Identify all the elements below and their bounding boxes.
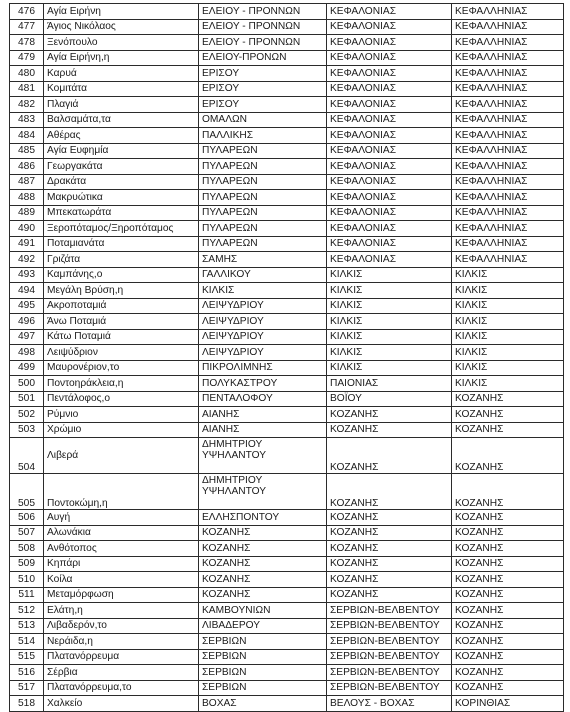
- table-row: [10, 438, 564, 474]
- village-cell: Μεταμόρφωση: [44, 587, 199, 603]
- table-row: [10, 19, 564, 35]
- village-cell: Καμπάνης,ο: [44, 267, 199, 283]
- municipality-cell: ΓΑΛΛΙΚΟΥ: [199, 267, 327, 283]
- village-cell: Κηπάρι: [44, 556, 199, 572]
- table-row: [10, 649, 564, 665]
- row-number-cell: 495: [10, 298, 44, 314]
- row-number-cell: 484: [10, 128, 44, 144]
- prefecture-cell: ΚΟΖΑΝΗΣ: [327, 474, 452, 510]
- table-row: [10, 634, 564, 650]
- diocese-cell: ΚΟΡΙΝΘΙΑΣ: [452, 696, 564, 712]
- prefecture-cell: ΠΑΙΟΝΙΑΣ: [327, 376, 452, 392]
- table-row: [10, 314, 564, 330]
- village-cell: Αθέρας: [44, 128, 199, 144]
- municipality-cell: ΛΕΙΨΥΔΡΙΟΥ: [199, 345, 327, 361]
- village-cell: Αγία Ειρήνη,η: [44, 50, 199, 66]
- municipality-cell: ΣΕΡΒΙΩΝ: [199, 665, 327, 681]
- table-row: [10, 329, 564, 345]
- diocese-cell: ΚΕΦΑΛΛΗΝΙΑΣ: [452, 236, 564, 252]
- village-cell: Ελάτη,η: [44, 603, 199, 619]
- municipality-cell: ΕΛΛΗΣΠΟΝΤΟΥ: [199, 510, 327, 526]
- diocese-cell: ΚΟΖΑΝΗΣ: [452, 407, 564, 423]
- prefecture-cell: ΚΙΛΚΙΣ: [327, 345, 452, 361]
- municipality-cell: ΠΙΚΡΟΛΙΜΝΗΣ: [199, 360, 327, 376]
- prefecture-cell: ΚΕΦΑΛΟΝΙΑΣ: [327, 4, 452, 20]
- table-row: [10, 50, 564, 66]
- prefecture-cell: ΚΕΦΑΛΟΝΙΑΣ: [327, 190, 452, 206]
- village-cell: Ποταμιανάτα: [44, 236, 199, 252]
- diocese-cell: ΚΕΦΑΛΛΗΝΙΑΣ: [452, 66, 564, 82]
- diocese-cell: ΚΕΦΑΛΛΗΝΙΑΣ: [452, 205, 564, 221]
- diocese-cell: ΚΕΦΑΛΛΗΝΙΑΣ: [452, 4, 564, 20]
- village-cell: Ανθότοπος: [44, 541, 199, 557]
- diocese-cell: ΚΟΖΑΝΗΣ: [452, 541, 564, 557]
- table-row: [10, 572, 564, 588]
- table-row: [10, 112, 564, 128]
- municipality-cell: ΠΥΛΑΡΕΩΝ: [199, 143, 327, 159]
- table-row: [10, 128, 564, 144]
- municipality-cell: ΔΗΜΗΤΡΙΟΥ ΥΨΗΛΑΝΤΟΥ: [199, 474, 327, 510]
- records-table: [9, 3, 564, 712]
- table-row: [10, 190, 564, 206]
- village-cell: Γριζάτα: [44, 252, 199, 268]
- row-number-cell: 512: [10, 603, 44, 619]
- municipality-cell: ΚΑΜΒΟΥΝΙΩΝ: [199, 603, 327, 619]
- village-cell: Γεωργακάτα: [44, 159, 199, 175]
- village-cell: Κοίλα: [44, 572, 199, 588]
- village-cell: Μακρυώτικα: [44, 190, 199, 206]
- row-number-cell: 501: [10, 391, 44, 407]
- prefecture-cell: ΚΕΦΑΛΟΝΙΑΣ: [327, 143, 452, 159]
- municipality-cell: ΣΑΜΗΣ: [199, 252, 327, 268]
- prefecture-cell: ΒΟΪΟΥ: [327, 391, 452, 407]
- village-cell: Χαλκείο: [44, 696, 199, 712]
- table-row: [10, 556, 564, 572]
- diocese-cell: ΚΕΦΑΛΛΗΝΙΑΣ: [452, 174, 564, 190]
- village-cell: Μεγάλη Βρύση,η: [44, 283, 199, 299]
- row-number-cell: 485: [10, 143, 44, 159]
- village-cell: Λιβαδερόν,το: [44, 618, 199, 634]
- row-number-cell: 518: [10, 696, 44, 712]
- municipality-cell: ΠΥΛΑΡΕΩΝ: [199, 190, 327, 206]
- diocese-cell: ΚΟΖΑΝΗΣ: [452, 603, 564, 619]
- prefecture-cell: ΣΕΡΒΙΩΝ-ΒΕΛΒΕΝΤΟΥ: [327, 680, 452, 696]
- row-number-cell: 488: [10, 190, 44, 206]
- village-cell: Αυγή: [44, 510, 199, 526]
- table-row: [10, 360, 564, 376]
- prefecture-cell: ΚΕΦΑΛΟΝΙΑΣ: [327, 174, 452, 190]
- row-number-cell: 496: [10, 314, 44, 330]
- diocese-cell: ΚΟΖΑΝΗΣ: [452, 634, 564, 650]
- municipality-cell: ΚΟΖΑΝΗΣ: [199, 525, 327, 541]
- row-number-cell: 503: [10, 422, 44, 438]
- diocese-cell: ΚΙΛΚΙΣ: [452, 345, 564, 361]
- village-cell: Αγία Ειρήνη: [44, 4, 199, 20]
- row-number-cell: 513: [10, 618, 44, 634]
- diocese-cell: ΚΕΦΑΛΛΗΝΙΑΣ: [452, 190, 564, 206]
- municipality-cell: ΕΡΙΣΟΥ: [199, 81, 327, 97]
- prefecture-cell: ΒΕΛΟΥΣ - ΒΟΧΑΣ: [327, 696, 452, 712]
- diocese-cell: ΚΕΦΑΛΛΗΝΙΑΣ: [452, 112, 564, 128]
- table-row: [10, 510, 564, 526]
- table-row: [10, 205, 564, 221]
- village-cell: Αλωνάκια: [44, 525, 199, 541]
- records-table-body: [10, 4, 564, 712]
- municipality-cell: ΠΥΛΑΡΕΩΝ: [199, 159, 327, 175]
- diocese-cell: ΚΕΦΑΛΛΗΝΙΑΣ: [452, 128, 564, 144]
- village-cell: Ξενόπουλο: [44, 35, 199, 51]
- prefecture-cell: ΚΕΦΑΛΟΝΙΑΣ: [327, 236, 452, 252]
- row-number-cell: 507: [10, 525, 44, 541]
- table-row: [10, 35, 564, 51]
- diocese-cell: ΚΟΖΑΝΗΣ: [452, 525, 564, 541]
- table-row: [10, 474, 564, 510]
- table-row: [10, 97, 564, 113]
- row-number-cell: 508: [10, 541, 44, 557]
- row-number-cell: 498: [10, 345, 44, 361]
- municipality-cell: ΣΕΡΒΙΩΝ: [199, 634, 327, 650]
- municipality-cell: ΚΟΖΑΝΗΣ: [199, 572, 327, 588]
- prefecture-cell: ΚΙΛΚΙΣ: [327, 298, 452, 314]
- municipality-cell: ΠΑΛΛΙΚΗΣ: [199, 128, 327, 144]
- diocese-cell: ΚΙΛΚΙΣ: [452, 329, 564, 345]
- row-number-cell: 505: [10, 474, 44, 510]
- village-cell: Ακροποταμιά: [44, 298, 199, 314]
- table-row: [10, 587, 564, 603]
- diocese-cell: ΚΟΖΑΝΗΣ: [452, 618, 564, 634]
- prefecture-cell: ΚΟΖΑΝΗΣ: [327, 422, 452, 438]
- table-row: [10, 236, 564, 252]
- municipality-cell: ΑΙΑΝΗΣ: [199, 422, 327, 438]
- municipality-cell: ΠΟΛΥΚΑΣΤΡΟΥ: [199, 376, 327, 392]
- diocese-cell: ΚΟΖΑΝΗΣ: [452, 587, 564, 603]
- municipality-cell: ΑΙΑΝΗΣ: [199, 407, 327, 423]
- municipality-cell: ΕΛΕΙΟΥ - ΠΡΟΝΝΩΝ: [199, 4, 327, 20]
- municipality-cell: ΚΟΖΑΝΗΣ: [199, 556, 327, 572]
- row-number-cell: 478: [10, 35, 44, 51]
- village-cell: Χρώμιο: [44, 422, 199, 438]
- row-number-cell: 517: [10, 680, 44, 696]
- diocese-cell: ΚΟΖΑΝΗΣ: [452, 422, 564, 438]
- village-cell: Λιβερά: [44, 438, 199, 474]
- village-cell: Βαλσαμάτα,τα: [44, 112, 199, 128]
- prefecture-cell: ΚΟΖΑΝΗΣ: [327, 587, 452, 603]
- diocese-cell: ΚΕΦΑΛΛΗΝΙΑΣ: [452, 50, 564, 66]
- prefecture-cell: ΚΟΖΑΝΗΣ: [327, 407, 452, 423]
- row-number-cell: 516: [10, 665, 44, 681]
- village-cell: Πλατανόρρευμα,το: [44, 680, 199, 696]
- municipality-cell: ΕΡΙΣΟΥ: [199, 97, 327, 113]
- municipality-cell: ΔΗΜΗΤΡΙΟΥ ΥΨΗΛΑΝΤΟΥ: [199, 438, 327, 474]
- diocese-cell: ΚΟΖΑΝΗΣ: [452, 510, 564, 526]
- row-number-cell: 493: [10, 267, 44, 283]
- prefecture-cell: ΚΕΦΑΛΟΝΙΑΣ: [327, 19, 452, 35]
- prefecture-cell: ΚΟΖΑΝΗΣ: [327, 556, 452, 572]
- diocese-cell: ΚΙΛΚΙΣ: [452, 283, 564, 299]
- municipality-cell: ΚΟΖΑΝΗΣ: [199, 587, 327, 603]
- table-row: [10, 267, 564, 283]
- row-number-cell: 510: [10, 572, 44, 588]
- table-row: [10, 81, 564, 97]
- row-number-cell: 494: [10, 283, 44, 299]
- prefecture-cell: ΣΕΡΒΙΩΝ-ΒΕΛΒΕΝΤΟΥ: [327, 618, 452, 634]
- municipality-cell: ΚΙΛΚΙΣ: [199, 283, 327, 299]
- village-cell: Πλαγιά: [44, 97, 199, 113]
- row-number-cell: 480: [10, 66, 44, 82]
- row-number-cell: 489: [10, 205, 44, 221]
- table-row: [10, 696, 564, 712]
- village-cell: Αγία Ευφημία: [44, 143, 199, 159]
- prefecture-cell: ΚΕΦΑΛΟΝΙΑΣ: [327, 50, 452, 66]
- diocese-cell: ΚΟΖΑΝΗΣ: [452, 556, 564, 572]
- municipality-cell: ΠΥΛΑΡΕΩΝ: [199, 236, 327, 252]
- municipality-cell: ΛΕΙΨΥΔΡΙΟΥ: [199, 314, 327, 330]
- village-cell: Ποντοηράκλεια,η: [44, 376, 199, 392]
- diocese-cell: ΚΙΛΚΙΣ: [452, 360, 564, 376]
- diocese-cell: ΚΕΦΑΛΛΗΝΙΑΣ: [452, 35, 564, 51]
- prefecture-cell: ΚΕΦΑΛΟΝΙΑΣ: [327, 205, 452, 221]
- table-row: [10, 283, 564, 299]
- row-number-cell: 504: [10, 438, 44, 474]
- table-row: [10, 665, 564, 681]
- diocese-cell: ΚΙΛΚΙΣ: [452, 314, 564, 330]
- row-number-cell: 487: [10, 174, 44, 190]
- prefecture-cell: ΚΟΖΑΝΗΣ: [327, 541, 452, 557]
- village-cell: Λειψύδριον: [44, 345, 199, 361]
- municipality-cell: ΕΛΕΙΟΥ - ΠΡΟΝΝΩΝ: [199, 19, 327, 35]
- prefecture-cell: ΣΕΡΒΙΩΝ-ΒΕΛΒΕΝΤΟΥ: [327, 634, 452, 650]
- municipality-cell: ΒΟΧΑΣ: [199, 696, 327, 712]
- municipality-cell: ΟΜΑΛΩΝ: [199, 112, 327, 128]
- prefecture-cell: ΚΕΦΑΛΟΝΙΑΣ: [327, 35, 452, 51]
- prefecture-cell: ΚΕΦΑΛΟΝΙΑΣ: [327, 81, 452, 97]
- prefecture-cell: ΣΕΡΒΙΩΝ-ΒΕΛΒΕΝΤΟΥ: [327, 649, 452, 665]
- table-row: [10, 252, 564, 268]
- prefecture-cell: ΚΕΦΑΛΟΝΙΑΣ: [327, 221, 452, 237]
- table-row: [10, 391, 564, 407]
- row-number-cell: 481: [10, 81, 44, 97]
- row-number-cell: 491: [10, 236, 44, 252]
- prefecture-cell: ΚΙΛΚΙΣ: [327, 360, 452, 376]
- table-row: [10, 4, 564, 20]
- diocese-cell: ΚΟΖΑΝΗΣ: [452, 680, 564, 696]
- row-number-cell: 482: [10, 97, 44, 113]
- row-number-cell: 490: [10, 221, 44, 237]
- table-row: [10, 603, 564, 619]
- diocese-cell: ΚΟΖΑΝΗΣ: [452, 572, 564, 588]
- prefecture-cell: ΚΙΛΚΙΣ: [327, 283, 452, 299]
- table-row: [10, 298, 564, 314]
- municipality-cell: ΣΕΡΒΙΩΝ: [199, 649, 327, 665]
- table-row: [10, 407, 564, 423]
- prefecture-cell: ΚΕΦΑΛΟΝΙΑΣ: [327, 128, 452, 144]
- table-row: [10, 618, 564, 634]
- village-cell: Άγιος Νικόλαος: [44, 19, 199, 35]
- village-cell: Νεράιδα,η: [44, 634, 199, 650]
- table-row: [10, 422, 564, 438]
- row-number-cell: 515: [10, 649, 44, 665]
- prefecture-cell: ΚΙΛΚΙΣ: [327, 267, 452, 283]
- prefecture-cell: ΚΕΦΑΛΟΝΙΑΣ: [327, 97, 452, 113]
- row-number-cell: 514: [10, 634, 44, 650]
- row-number-cell: 477: [10, 19, 44, 35]
- municipality-cell: ΠΥΛΑΡΕΩΝ: [199, 205, 327, 221]
- table-row: [10, 345, 564, 361]
- row-number-cell: 479: [10, 50, 44, 66]
- municipality-cell: ΛΙΒΑΔΕΡΟΥ: [199, 618, 327, 634]
- row-number-cell: 476: [10, 4, 44, 20]
- diocese-cell: ΚΕΦΑΛΛΗΝΙΑΣ: [452, 97, 564, 113]
- diocese-cell: ΚΕΦΑΛΛΗΝΙΑΣ: [452, 143, 564, 159]
- diocese-cell: ΚΕΦΑΛΛΗΝΙΑΣ: [452, 19, 564, 35]
- municipality-cell: ΛΕΙΨΥΔΡΙΟΥ: [199, 298, 327, 314]
- municipality-cell: ΠΕΝΤΑΛΟΦΟΥ: [199, 391, 327, 407]
- diocese-cell: ΚΙΛΚΙΣ: [452, 298, 564, 314]
- prefecture-cell: ΣΕΡΒΙΩΝ-ΒΕΛΒΕΝΤΟΥ: [327, 603, 452, 619]
- municipality-cell: ΣΕΡΒΙΩΝ: [199, 680, 327, 696]
- table-row: [10, 143, 564, 159]
- table-row: [10, 541, 564, 557]
- village-cell: Ρύμνιο: [44, 407, 199, 423]
- prefecture-cell: ΚΕΦΑΛΟΝΙΑΣ: [327, 112, 452, 128]
- table-row: [10, 174, 564, 190]
- row-number-cell: 506: [10, 510, 44, 526]
- village-cell: Καρυά: [44, 66, 199, 82]
- municipality-cell: ΠΥΛΑΡΕΩΝ: [199, 174, 327, 190]
- prefecture-cell: ΚΙΛΚΙΣ: [327, 314, 452, 330]
- prefecture-cell: ΣΕΡΒΙΩΝ-ΒΕΛΒΕΝΤΟΥ: [327, 665, 452, 681]
- diocese-cell: ΚΟΖΑΝΗΣ: [452, 391, 564, 407]
- diocese-cell: ΚΕΦΑΛΛΗΝΙΑΣ: [452, 81, 564, 97]
- village-cell: Πλατανόρρευμα: [44, 649, 199, 665]
- row-number-cell: 509: [10, 556, 44, 572]
- village-cell: Μαυρονέριον,το: [44, 360, 199, 376]
- village-cell: Άνω Ποταμιά: [44, 314, 199, 330]
- row-number-cell: 483: [10, 112, 44, 128]
- prefecture-cell: ΚΕΦΑΛΟΝΙΑΣ: [327, 252, 452, 268]
- diocese-cell: ΚΙΛΚΙΣ: [452, 376, 564, 392]
- prefecture-cell: ΚΟΖΑΝΗΣ: [327, 572, 452, 588]
- table-row: [10, 525, 564, 541]
- village-cell: Ποντοκώμη,η: [44, 474, 199, 510]
- diocese-cell: ΚΟΖΑΝΗΣ: [452, 474, 564, 510]
- village-cell: Πεντάλοφος,ο: [44, 391, 199, 407]
- municipality-cell: ΚΟΖΑΝΗΣ: [199, 541, 327, 557]
- village-cell: Ξεροπόταμος/Ξηροπόταμος: [44, 221, 199, 237]
- row-number-cell: 497: [10, 329, 44, 345]
- municipality-cell: ΕΛΕΙΟΥ-ΠΡΟΝΩΝ: [199, 50, 327, 66]
- row-number-cell: 499: [10, 360, 44, 376]
- prefecture-cell: ΚΟΖΑΝΗΣ: [327, 510, 452, 526]
- diocese-cell: ΚΕΦΑΛΛΗΝΙΑΣ: [452, 159, 564, 175]
- row-number-cell: 511: [10, 587, 44, 603]
- diocese-cell: ΚΕΦΑΛΛΗΝΙΑΣ: [452, 252, 564, 268]
- municipality-cell: ΕΡΙΣΟΥ: [199, 66, 327, 82]
- village-cell: Μπεκατωράτα: [44, 205, 199, 221]
- prefecture-cell: ΚΕΦΑΛΟΝΙΑΣ: [327, 159, 452, 175]
- village-cell: Σέρβια: [44, 665, 199, 681]
- diocese-cell: ΚΙΛΚΙΣ: [452, 267, 564, 283]
- row-number-cell: 502: [10, 407, 44, 423]
- municipality-cell: ΕΛΕΙΟΥ - ΠΡΟΝΝΩΝ: [199, 35, 327, 51]
- row-number-cell: 500: [10, 376, 44, 392]
- table-row: [10, 680, 564, 696]
- municipality-cell: ΛΕΙΨΥΔΡΙΟΥ: [199, 329, 327, 345]
- row-number-cell: 492: [10, 252, 44, 268]
- municipality-cell: ΠΥΛΑΡΕΩΝ: [199, 221, 327, 237]
- prefecture-cell: ΚΟΖΑΝΗΣ: [327, 438, 452, 474]
- table-row: [10, 221, 564, 237]
- diocese-cell: ΚΟΖΑΝΗΣ: [452, 438, 564, 474]
- table-row: [10, 66, 564, 82]
- village-cell: Δρακάτα: [44, 174, 199, 190]
- village-cell: Κάτω Ποταμιά: [44, 329, 199, 345]
- row-number-cell: 486: [10, 159, 44, 175]
- prefecture-cell: ΚΙΛΚΙΣ: [327, 329, 452, 345]
- table-row: [10, 159, 564, 175]
- diocese-cell: ΚΟΖΑΝΗΣ: [452, 649, 564, 665]
- prefecture-cell: ΚΕΦΑΛΟΝΙΑΣ: [327, 66, 452, 82]
- diocese-cell: ΚΕΦΑΛΛΗΝΙΑΣ: [452, 221, 564, 237]
- table-row: [10, 376, 564, 392]
- village-cell: Κομιτάτα: [44, 81, 199, 97]
- prefecture-cell: ΚΟΖΑΝΗΣ: [327, 525, 452, 541]
- diocese-cell: ΚΟΖΑΝΗΣ: [452, 665, 564, 681]
